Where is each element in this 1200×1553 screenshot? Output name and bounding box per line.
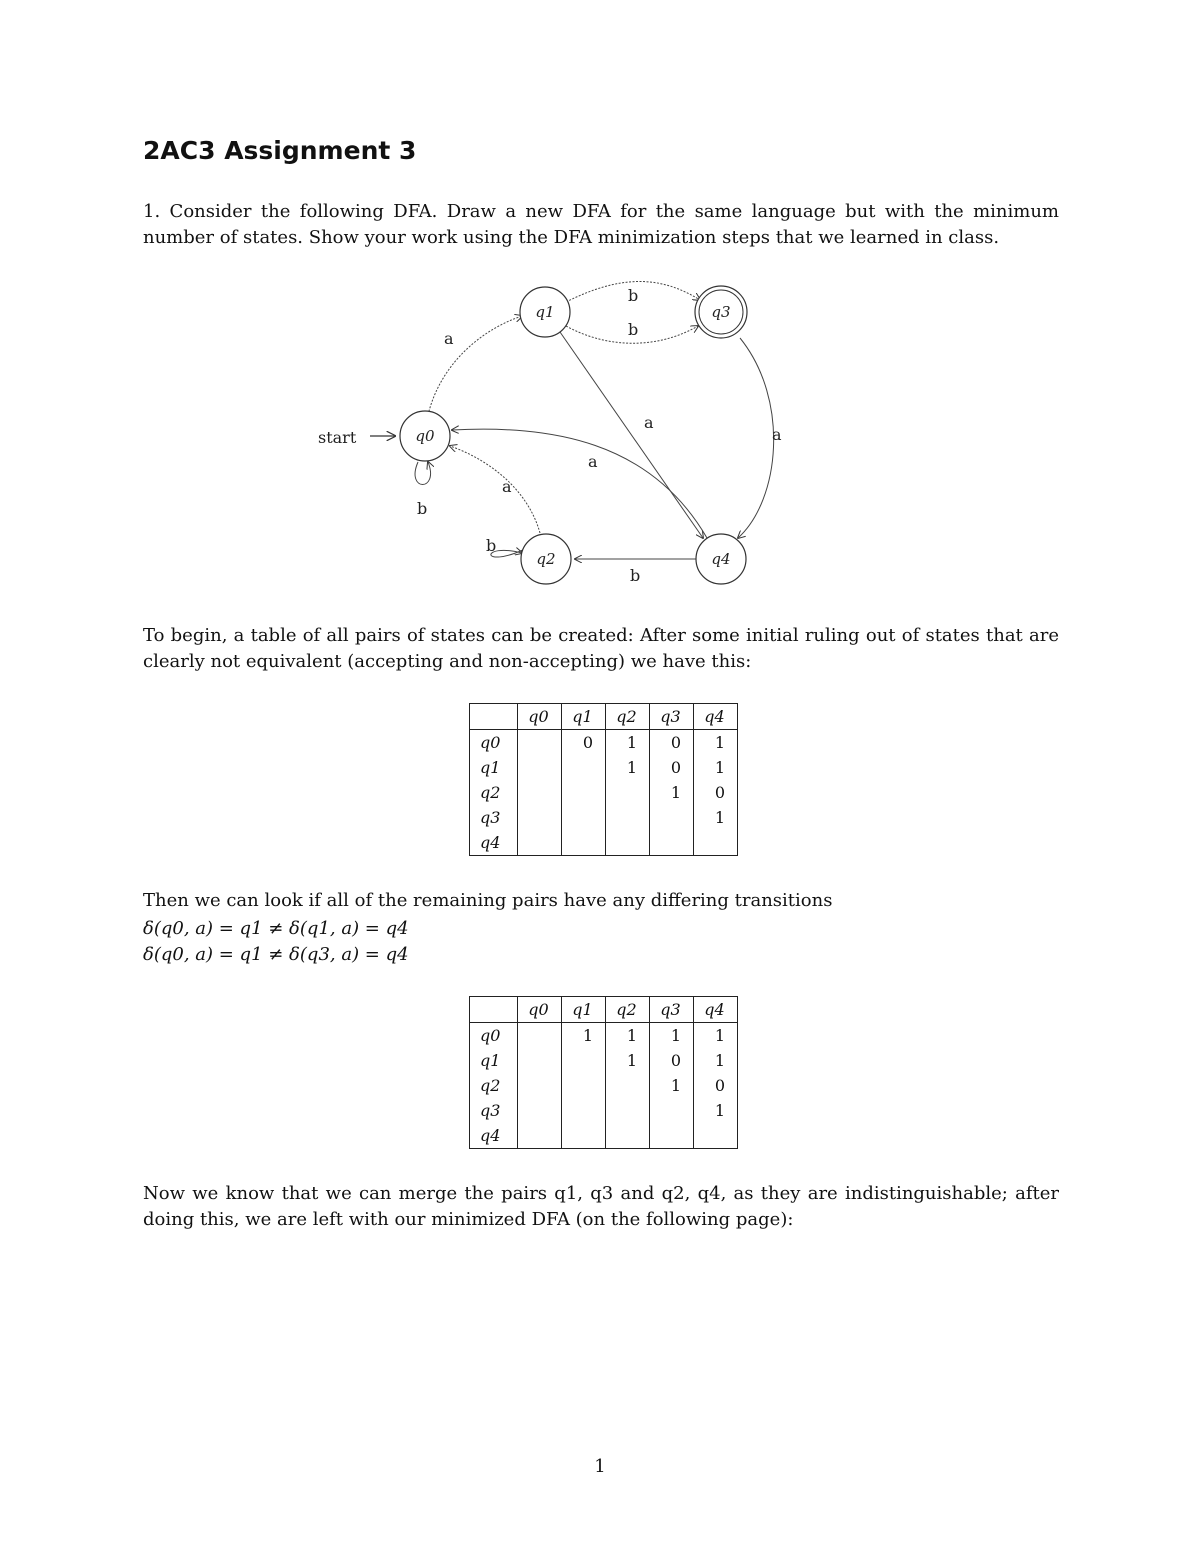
table-cell (694, 780, 738, 805)
table-row (470, 1098, 738, 1123)
edge-label-q4-q2: b (630, 566, 641, 585)
table-cell (562, 805, 606, 830)
table-row (470, 830, 738, 856)
table-row (470, 1123, 738, 1149)
cell-value: 1 (714, 1101, 725, 1120)
begin-text: To begin, a table of all pairs of states can be created: After some initial ruling out of states that are clearly not equivalent (accepting and non-accepting) we have this: (143, 625, 1059, 672)
table-row (470, 755, 738, 780)
edge-label-q0-self: b (417, 499, 428, 518)
table-cell (518, 830, 562, 856)
cell-value: 0 (714, 1076, 725, 1095)
cell-value: 1 (582, 1026, 593, 1045)
state-q4 (696, 534, 746, 584)
table-cell (562, 1123, 606, 1149)
table-cell (562, 780, 606, 805)
column-header: q3 (650, 704, 694, 730)
cell-value: 0 (670, 758, 681, 777)
table-cell (694, 830, 738, 856)
table-cell (518, 780, 562, 805)
table-header-row (470, 704, 738, 730)
cell-value: 1 (626, 758, 637, 777)
table-cell (562, 830, 606, 856)
svg-text:q4: q4 (711, 550, 731, 568)
edge-label-q3-q1-bottom: b (628, 320, 639, 339)
table-cell (562, 1098, 606, 1123)
row-header: q3 (470, 805, 518, 830)
table-cell (650, 1023, 694, 1049)
column-header: q4 (694, 997, 738, 1023)
state-q2 (521, 534, 571, 584)
dfa-diagram (300, 270, 820, 600)
edge-label-q2-q0: a (502, 477, 512, 496)
row-header: q1 (470, 755, 518, 780)
cell-value: 1 (626, 1051, 637, 1070)
table-cell (694, 730, 738, 756)
table-cell (650, 730, 694, 756)
edge-q2-q0 (450, 446, 540, 533)
table-cell (518, 1098, 562, 1123)
table-cell (650, 1098, 694, 1123)
row-header: q2 (470, 1073, 518, 1098)
row-header: q1 (470, 1048, 518, 1073)
table-cell (562, 1048, 606, 1073)
table-cell (606, 730, 650, 756)
merge-text: Now we know that we can merge the pairs q1, q3 and q2, q4, as they are indistinguishable; after doing this, we are left with our minimized DFA (on the following page): (143, 1183, 1059, 1230)
column-header: q0 (518, 704, 562, 730)
table-cell (606, 1123, 650, 1149)
page-title: 2AC3 Assignment 3 (143, 136, 417, 165)
svg-text:q2: q2 (536, 550, 556, 568)
table-cell (562, 1023, 606, 1049)
table-cell (694, 1023, 738, 1049)
row-header: q2 (470, 780, 518, 805)
pairs-table-initial (469, 703, 738, 856)
start-label: start (318, 428, 357, 447)
question-text: 1. Consider the following DFA. Draw a new DFA for the same language but with the minimum number of states. Show your work using the DFA minimization steps that we learned in class. (143, 201, 1059, 248)
table-cell (650, 1073, 694, 1098)
page-number: 1 (594, 1456, 606, 1477)
table-row (470, 1023, 738, 1049)
state-q0 (400, 411, 450, 461)
edge-q3-q4 (738, 338, 774, 538)
table-row (470, 805, 738, 830)
cell-value: 0 (670, 733, 681, 752)
row-header: q4 (470, 830, 518, 856)
cell-value: 1 (670, 1076, 681, 1095)
edge-label-q1-q4: a (644, 413, 654, 432)
row-header: q4 (470, 1123, 518, 1149)
cell-value: 0 (714, 783, 725, 802)
column-header: q0 (518, 997, 562, 1023)
table-cell (694, 1073, 738, 1098)
cell-value: 1 (626, 733, 637, 752)
state-q3-accepting (695, 286, 747, 338)
table-row (470, 1073, 738, 1098)
edge-label-q1-q3-top: b (628, 286, 639, 305)
table-cell (518, 805, 562, 830)
table-cell (606, 1073, 650, 1098)
table-cell (562, 1073, 606, 1098)
table-cell (562, 755, 606, 780)
edge-label-q2-self: b (486, 536, 497, 555)
table-corner-cell (470, 704, 518, 730)
column-header: q4 (694, 704, 738, 730)
table-cell (606, 755, 650, 780)
table-cell (694, 1098, 738, 1123)
row-header: q3 (470, 1098, 518, 1123)
column-header: q1 (562, 997, 606, 1023)
table-cell (606, 1098, 650, 1123)
table-cell (518, 730, 562, 756)
table-cell (518, 1073, 562, 1098)
cell-value: 1 (714, 733, 725, 752)
table-cell (650, 805, 694, 830)
table-row (470, 780, 738, 805)
cell-value: 1 (670, 783, 681, 802)
table-cell (650, 830, 694, 856)
row-header: q0 (470, 730, 518, 756)
column-header: q2 (606, 704, 650, 730)
table-cell (694, 755, 738, 780)
table-cell (694, 805, 738, 830)
table-cell (518, 1023, 562, 1049)
table-cell (606, 805, 650, 830)
pairs-table-final (469, 996, 738, 1149)
cell-value: 1 (714, 758, 725, 777)
cell-value: 0 (670, 1051, 681, 1070)
table-cell (606, 830, 650, 856)
column-header: q1 (562, 704, 606, 730)
edge-q4-q0 (452, 429, 707, 538)
table-row (470, 1048, 738, 1073)
equation-2: δ(q0, a) = q1 ≠ δ(q3, a) = q4 (143, 944, 409, 965)
edge-q0-q1 (428, 316, 522, 415)
table-cell (562, 730, 606, 756)
table-corner-cell (470, 997, 518, 1023)
state-q1 (520, 287, 570, 337)
table-cell (650, 755, 694, 780)
table-cell (694, 1123, 738, 1149)
edge-label-q3-q4: a (772, 425, 782, 444)
table-cell (606, 1048, 650, 1073)
table-cell (650, 1048, 694, 1073)
table-cell (518, 755, 562, 780)
cell-value: 1 (714, 1026, 725, 1045)
cell-value: 0 (582, 733, 593, 752)
edge-label-q0-q1: a (444, 329, 454, 348)
table-cell (606, 1023, 650, 1049)
table-cell (518, 1123, 562, 1149)
table-header-row (470, 997, 738, 1023)
edge-label-q4-q0: a (588, 452, 598, 471)
table-row (470, 730, 738, 756)
table-cell (650, 780, 694, 805)
edge-q1-q4 (560, 332, 703, 538)
cell-value: 1 (670, 1026, 681, 1045)
column-header: q3 (650, 997, 694, 1023)
table-cell (606, 780, 650, 805)
cell-value: 1 (714, 808, 725, 827)
cell-value: 1 (714, 1051, 725, 1070)
svg-text:q0: q0 (415, 427, 435, 445)
table-cell (694, 1048, 738, 1073)
column-header: q2 (606, 997, 650, 1023)
cell-value: 1 (626, 1026, 637, 1045)
equation-1: δ(q0, a) = q1 ≠ δ(q1, a) = q4 (143, 918, 409, 939)
table-cell (650, 1123, 694, 1149)
svg-text:q1: q1 (535, 303, 555, 321)
svg-text:q3: q3 (711, 303, 731, 321)
row-header: q0 (470, 1023, 518, 1049)
then-text: Then we can look if all of the remaining pairs have any differing transitions (143, 890, 833, 911)
edge-q0-self (415, 462, 430, 485)
table-cell (518, 1048, 562, 1073)
